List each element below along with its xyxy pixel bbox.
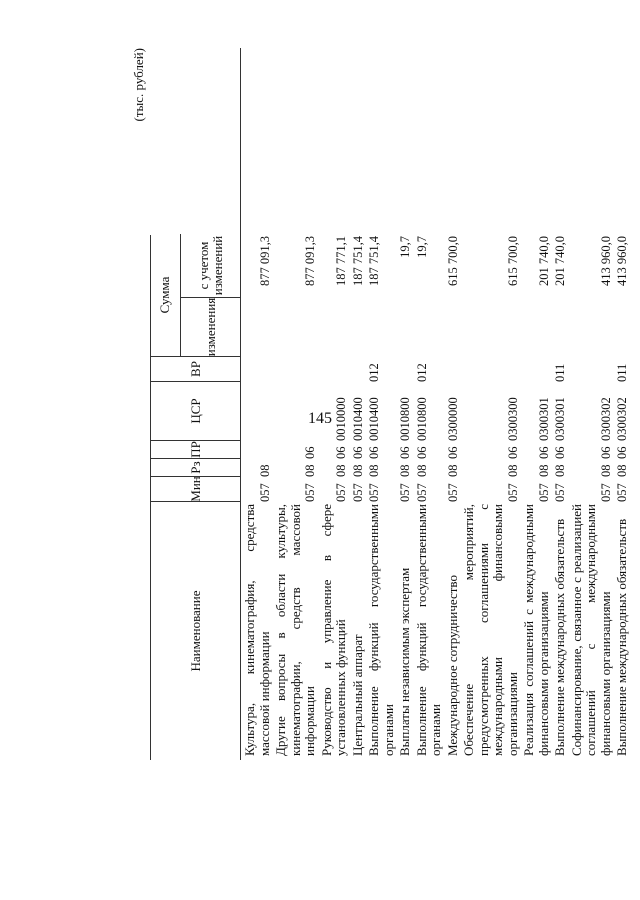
row-rz: 08 xyxy=(445,464,460,477)
table-row xyxy=(396,48,413,760)
table-row xyxy=(349,48,366,760)
row-vr: 011 xyxy=(553,363,567,382)
row-csr xyxy=(318,382,349,441)
row-vr xyxy=(460,357,520,382)
row-changes xyxy=(365,299,396,357)
row-total-text: 877 091,3 xyxy=(257,236,272,286)
row-name: Центральный аппарат xyxy=(349,634,365,756)
row-csr: 0300301 xyxy=(553,397,567,441)
row-min-text: 057 xyxy=(334,483,348,502)
table-row xyxy=(444,48,461,760)
row-total: 19,7 xyxy=(414,236,429,258)
row-csr-text: 0300301 xyxy=(536,397,551,441)
row-total: 19,7 xyxy=(398,236,412,258)
row-total-text: 413 960,0 xyxy=(598,236,613,286)
row-changes xyxy=(520,299,551,357)
row-total xyxy=(460,235,520,299)
row-rz-text: 08 xyxy=(334,464,348,477)
row-csr xyxy=(241,382,272,441)
header-vr: ВР xyxy=(150,357,241,382)
row-vr xyxy=(396,357,413,382)
row-pr xyxy=(520,441,551,459)
row-changes xyxy=(349,299,366,357)
row-pr-text: 06 xyxy=(536,446,551,459)
row-changes xyxy=(551,299,568,357)
row-csr-text: 0300302 xyxy=(598,397,613,441)
row-min: 057 xyxy=(414,483,429,502)
table-body xyxy=(240,48,630,760)
row-min: 057 xyxy=(367,483,381,502)
row-name: Другие вопросы в области культуры, кинематографии, средств массовой информации xyxy=(273,504,317,756)
row-total xyxy=(272,235,318,299)
row-pr: 06 xyxy=(553,446,567,459)
row-min-text: 057 xyxy=(303,483,317,502)
row-min xyxy=(241,477,272,502)
row-pr-text: 06 xyxy=(598,446,613,459)
row-csr: 0010800 xyxy=(398,397,412,441)
row-pr: 06 xyxy=(445,446,460,459)
row-min xyxy=(272,477,318,502)
row-pr xyxy=(241,441,272,459)
row-min: 057 xyxy=(350,483,365,502)
row-rz-text: 08 xyxy=(303,464,317,477)
row-name: Международное сотрудничество xyxy=(444,575,460,756)
row-changes xyxy=(613,299,630,357)
row-csr xyxy=(520,382,551,441)
row-min: 057 xyxy=(553,483,567,502)
row-total xyxy=(568,235,614,299)
row-name: Выполнение международных обязательств xyxy=(552,518,567,756)
row-changes xyxy=(568,299,614,357)
table-row xyxy=(520,48,551,760)
row-rz-text: 08 xyxy=(536,464,551,477)
budget-table xyxy=(150,48,629,760)
row-pr: 06 xyxy=(367,446,381,459)
header-csr: ЦСР xyxy=(150,382,241,441)
row-rz: 08 xyxy=(414,464,429,477)
header-rz: Рз xyxy=(150,459,241,477)
row-rz-text: 08 xyxy=(257,464,272,477)
row-min-text: 057 xyxy=(505,483,520,502)
row-changes xyxy=(272,299,318,357)
row-vr xyxy=(568,357,614,382)
row-vr xyxy=(318,357,349,382)
row-csr-text: 0010000 xyxy=(334,397,348,441)
row-total: 187 751,4 xyxy=(367,236,381,286)
page-number: 145 xyxy=(308,410,332,427)
row-csr: 0300302 xyxy=(615,397,629,441)
row-rz xyxy=(241,459,272,477)
row-rz: 08 xyxy=(367,464,381,477)
row-pr: 06 xyxy=(350,446,365,459)
row-changes xyxy=(444,299,461,357)
row-csr: 0010400 xyxy=(367,397,381,441)
row-csr xyxy=(460,382,520,441)
row-name: Выполнение функций государственными органами xyxy=(366,504,396,756)
row-changes xyxy=(460,299,520,357)
table-row xyxy=(551,48,568,760)
table-row xyxy=(568,48,614,760)
row-csr xyxy=(272,382,318,441)
row-rz-text: 08 xyxy=(598,464,613,477)
header-changes: изменения xyxy=(202,297,218,357)
table-row xyxy=(613,48,630,760)
table-row xyxy=(318,48,349,760)
row-total: 201 740,0 xyxy=(553,236,567,286)
row-min xyxy=(520,477,551,502)
row-total xyxy=(520,235,551,299)
row-pr-text: 06 xyxy=(505,446,520,459)
row-vr: 012 xyxy=(367,363,381,382)
row-name: Обеспечение мероприятий, предусмотренных соглашениями с международными финансовыми организациями xyxy=(461,504,520,756)
row-pr: 06 xyxy=(414,446,429,459)
table-row xyxy=(460,48,520,760)
row-changes xyxy=(413,299,444,357)
row-vr xyxy=(444,357,461,382)
row-csr xyxy=(568,382,614,441)
row-rz xyxy=(318,459,349,477)
row-total-text: 187 771,1 xyxy=(334,236,348,286)
unit-label: (тыс. рублей) xyxy=(131,48,146,122)
row-name: Выполнение функций государственными органами xyxy=(413,504,443,756)
row-changes xyxy=(396,299,413,357)
row-min: 057 xyxy=(398,483,412,502)
row-vr: 012 xyxy=(414,363,429,382)
row-pr-text: 06 xyxy=(334,446,348,459)
row-pr: 06 xyxy=(615,446,629,459)
table-header xyxy=(150,48,240,760)
row-min-text: 057 xyxy=(598,483,613,502)
row-min xyxy=(568,477,614,502)
row-pr-text: 06 xyxy=(303,446,317,459)
row-name: Выполнение международных обязательств xyxy=(614,518,629,756)
row-vr xyxy=(349,357,366,382)
row-vr xyxy=(272,357,318,382)
row-changes xyxy=(241,299,272,357)
row-min xyxy=(460,477,520,502)
header-sum: Сумма xyxy=(151,234,181,356)
row-rz xyxy=(568,459,614,477)
row-rz xyxy=(520,459,551,477)
row-pr xyxy=(568,441,614,459)
row-total: 187 751,4 xyxy=(350,236,365,286)
row-vr: 011 xyxy=(615,363,629,382)
row-rz xyxy=(272,459,318,477)
row-total-text: 201 740,0 xyxy=(536,236,551,286)
row-name: Выплаты независимым экспертам xyxy=(397,567,412,756)
row-total-text: 877 091,3 xyxy=(303,236,317,286)
table-row xyxy=(365,48,396,760)
header-name: Наименование xyxy=(150,502,241,760)
row-pr xyxy=(318,441,349,459)
header-pr: ПР xyxy=(150,441,241,459)
row-total xyxy=(318,235,349,299)
header-with-changes: с учетом изменений xyxy=(181,234,241,298)
row-rz xyxy=(460,459,520,477)
row-total: 413 960,0 xyxy=(615,236,629,286)
row-changes xyxy=(318,299,349,357)
row-pr: 06 xyxy=(398,446,412,459)
row-csr: 0300000 xyxy=(445,397,460,441)
header-sum-group xyxy=(150,235,241,357)
row-name: Реализация соглашений с международными финансовыми организациями xyxy=(521,504,551,756)
row-csr-text: 0300300 xyxy=(505,397,520,441)
header-min: Мин xyxy=(150,477,241,502)
table-row xyxy=(241,48,272,760)
row-rz: 08 xyxy=(350,464,365,477)
table-row xyxy=(272,48,318,760)
row-pr xyxy=(460,441,520,459)
row-min-text: 057 xyxy=(257,483,272,502)
row-min: 057 xyxy=(615,483,629,502)
row-total xyxy=(241,235,272,299)
row-rz-text: 08 xyxy=(505,464,520,477)
row-rz: 08 xyxy=(398,464,412,477)
table-row xyxy=(413,48,444,760)
row-min: 057 xyxy=(445,483,460,502)
rotated-table-block xyxy=(130,48,629,760)
row-vr xyxy=(241,357,272,382)
row-csr: 0010800 xyxy=(414,397,429,441)
row-name: Руководство и управление в сфере установленных функций xyxy=(318,504,348,756)
row-rz: 08 xyxy=(553,464,567,477)
row-name: Софинансирование, связанное с реализацией соглашений с международными финансовыми организациями xyxy=(568,504,613,756)
row-total: 615 700,0 xyxy=(445,236,460,286)
row-min xyxy=(318,477,349,502)
row-pr xyxy=(272,441,318,459)
row-name: Культура, кинематография, средства массовой информации xyxy=(242,504,272,756)
row-csr: 0010400 xyxy=(350,397,365,441)
row-rz: 08 xyxy=(615,464,629,477)
row-total-text: 615 700,0 xyxy=(505,236,520,286)
row-vr xyxy=(520,357,551,382)
row-min-text: 057 xyxy=(536,483,551,502)
